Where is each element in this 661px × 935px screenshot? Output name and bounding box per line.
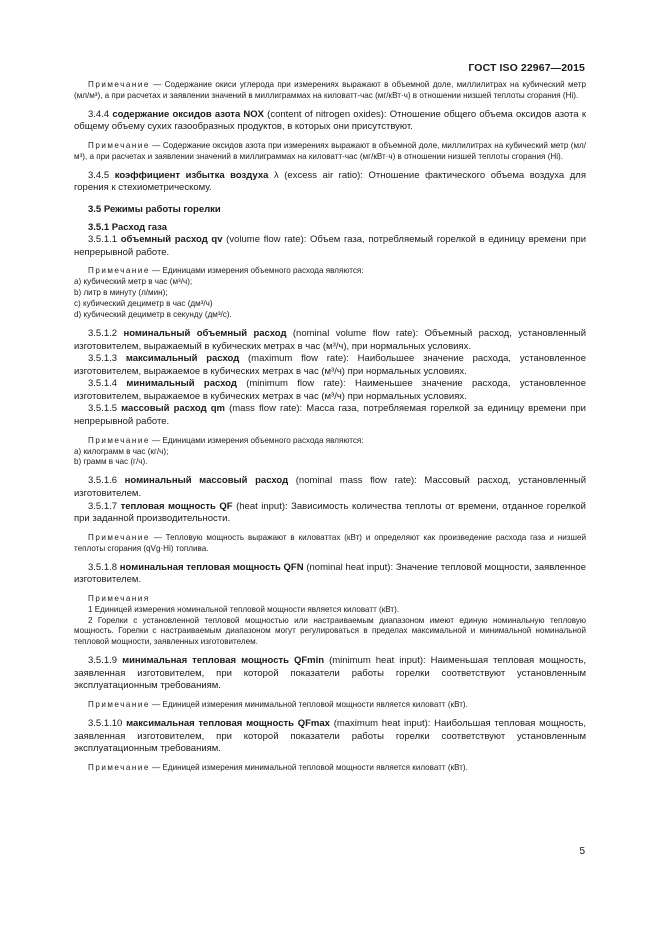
list-item: b) литр в минуту (л/мин); <box>74 288 168 298</box>
section-3-5-1-8 <box>74 562 586 587</box>
note-max <box>74 763 586 774</box>
section-3-5-1-3 <box>74 353 586 378</box>
section-number: 3.5.1.7 <box>88 500 121 512</box>
list-item: d) кубический дециметр в секунду (дм³/с). <box>74 310 232 319</box>
section-3-4-5 <box>74 170 586 195</box>
section-number: 3.5.1.3 <box>88 353 126 365</box>
note-lead: Примечание <box>88 435 150 445</box>
note-lead: Примечание <box>88 141 150 150</box>
definition: (nominal mass flow rate): Массовый расход, установленный изготовителем. <box>74 475 586 499</box>
section-3-5-1-7 <box>74 501 586 526</box>
list-item: a) кубический метр в час (м³/ч); <box>74 277 193 287</box>
note-text: — Содержание оксидов азота при измерениях выражают в объемной доле, миллилитрах на кубический метр (мл/м³), а при расчетах и заявлении значений в миллиграммах на киловатт-час (мг/кВт·ч) в отношении низшей теплоты сгорания (Hi). <box>74 141 586 161</box>
section-3-5-1-2 <box>74 328 586 353</box>
note-lead: Примечание <box>88 266 150 276</box>
heading-3-5: 3.5 Режимы работы горелки <box>88 204 221 215</box>
term: содержание оксидов азота NOX <box>112 108 264 120</box>
term: тепловая мощность QF <box>120 500 233 512</box>
note-item: 2 Горелки с установленной тепловой мощностью или настраиваемым диапазоном имеют единую номинальную тепловую мощность. Горелки с настраиваемым диапазоном могут регулироваться в пределах максимальной и минимальной номинальной тепловой мощности, заявленных изготовителем. <box>74 615 586 647</box>
note-lead: Примечание <box>88 700 150 710</box>
note-text: — Единицами измерения объемного расхода являются: <box>149 435 364 445</box>
definition: (nominal volume flow rate): Объемный расход, установленный изготовителем, выражаемый в кубических метрах в час (м³/ч), при нормальных условиях. <box>74 327 586 352</box>
note-lead: Примечание <box>88 80 150 89</box>
section-number: 3.4.4 <box>88 108 113 120</box>
term: объемный расход qv <box>120 234 223 246</box>
section-number: 3.4.5 <box>88 169 115 181</box>
note-lead: Примечание <box>88 762 150 772</box>
term: минимальный расход <box>126 378 237 390</box>
document-body <box>74 80 586 774</box>
definition: λ (excess air ratio): Отношение фактического объема воздуха для горения к стехиометрическому. <box>74 169 586 194</box>
definition: (mass flow rate): Масса газа, потребляемая горелкой за единицу времени при непрерывной работе. <box>74 403 586 428</box>
section-number: 3.5.1.4 <box>88 378 127 390</box>
term: номинальный массовый расход <box>124 475 289 487</box>
note-text: — Содержание окиси углерода при измерениях выражают в объемной доле, миллилитрах на кубический метр (мл/м³), а при расчетах и заявлении значений в миллиграммах на киловатт-час (мг/кВт·ч) в отношении низшей теплоты сгорания (Hi). <box>74 80 586 100</box>
term: коэффициент избытка воздуха <box>114 169 269 181</box>
note-lead: Примечания <box>88 593 150 603</box>
definition: (nominal heat input): Значение тепловой мощности, заявленное изготовителем. <box>74 561 586 586</box>
section-3-5-1-6 <box>74 475 586 500</box>
definition: (volume flow rate): Объем газа, потребляемый горелкой в единицу времени при непрерывной работе. <box>74 234 587 258</box>
note-text: — Единицей измерения минимальной тепловой мощности является киловатт (кВт). <box>149 700 468 710</box>
list-item: c) кубический дециметр в час (дм³/ч) <box>74 299 213 309</box>
term: номинальный объемный расход <box>123 327 287 339</box>
section-3-5-1-4 <box>74 378 586 403</box>
definition: (maximum flow rate): Наибольшее значение расхода, установленное изготовителем, выражаемое в кубических метрах в час (м³/ч) при нормальных условиях. <box>74 353 586 377</box>
section-number: 3.5.1.1 <box>88 234 121 246</box>
notes-nominal <box>74 594 586 605</box>
heading-3-5-1: 3.5.1 Расход газа <box>88 221 168 233</box>
section-number: 3.5.1.2 <box>88 327 124 339</box>
term: номинальная тепловая мощность QFN <box>119 561 304 573</box>
note-co <box>74 80 586 102</box>
section-3-5-1-10 <box>74 718 586 756</box>
section-3-4-4 <box>74 109 586 134</box>
section-number: 3.5.1.10 <box>88 717 127 729</box>
definition: (content of nitrogen oxides): Отношение общего объема оксидов азота к общему объему сухих газообразных продуктов, в которых они присутствуют. <box>74 108 586 133</box>
section-number: 3.5.1.8 <box>88 561 120 573</box>
section-3-5-1-9 <box>74 655 586 693</box>
definition: (minimum heat input): Наименьшая тепловая мощность, заявленная изготовителем, при которой показатели работы горелки соответствуют установленным эксплуатационным требованиям. <box>74 655 586 692</box>
page-number: 5 <box>579 846 585 857</box>
term: максимальный расход <box>125 353 240 365</box>
term: массовый расход qm <box>121 403 225 415</box>
definition: (minimum flow rate): Наименьшее значение расхода, установленное изготовителем, выражаемое в кубических метрах в час (м³/ч) при нормальных условиях. <box>74 378 586 402</box>
note-text: — Тепловую мощность выражают в киловаттах (кВт) и определяют как произведение расхода газа и низшей теплоты сгорания (qVg·Hi) топлива. <box>74 532 586 553</box>
definition: (heat input): Зависимость количества теплоты от времени, отданное горелкой при заданной производительности. <box>74 500 586 525</box>
list-item: a) килограмм в час (кг/ч); <box>74 446 169 456</box>
list-item: b) грамм в час (г/ч). <box>74 457 148 467</box>
note-mass <box>74 436 586 447</box>
note-lead: Примечание <box>88 532 150 542</box>
definition: (maximum heat input): Наибольшая тепловая мощность, заявленная изготовителем, при которой показатели работы горелки соответствуют установленным эксплуатационным требованиям. <box>74 717 586 755</box>
note-min <box>74 700 586 711</box>
section-number: 3.5.1.9 <box>88 655 123 667</box>
section-3-5-1-5 <box>74 403 586 428</box>
note-text: — Единицей измерения минимальной тепловой мощности является киловатт (кВт). <box>149 762 468 772</box>
term: минимальная тепловая мощность QFmin <box>122 655 325 667</box>
section-3-5-1-1 <box>74 234 586 259</box>
section-number: 3.5.1.6 <box>88 475 125 487</box>
note-text: — Единицами измерения объемного расхода являются: <box>149 266 364 276</box>
section-number: 3.5.1.5 <box>88 403 122 415</box>
term: максимальная тепловая мощность QFmax <box>126 717 330 729</box>
note-item: 1 Единицей измерения номинальной тепловой мощности является киловатт (кВт). <box>88 604 400 614</box>
page-header: ГОСТ ISO 22967—2015 <box>468 62 585 74</box>
note-nox <box>74 141 586 163</box>
note-heat <box>74 533 586 555</box>
note-volume <box>74 266 586 277</box>
